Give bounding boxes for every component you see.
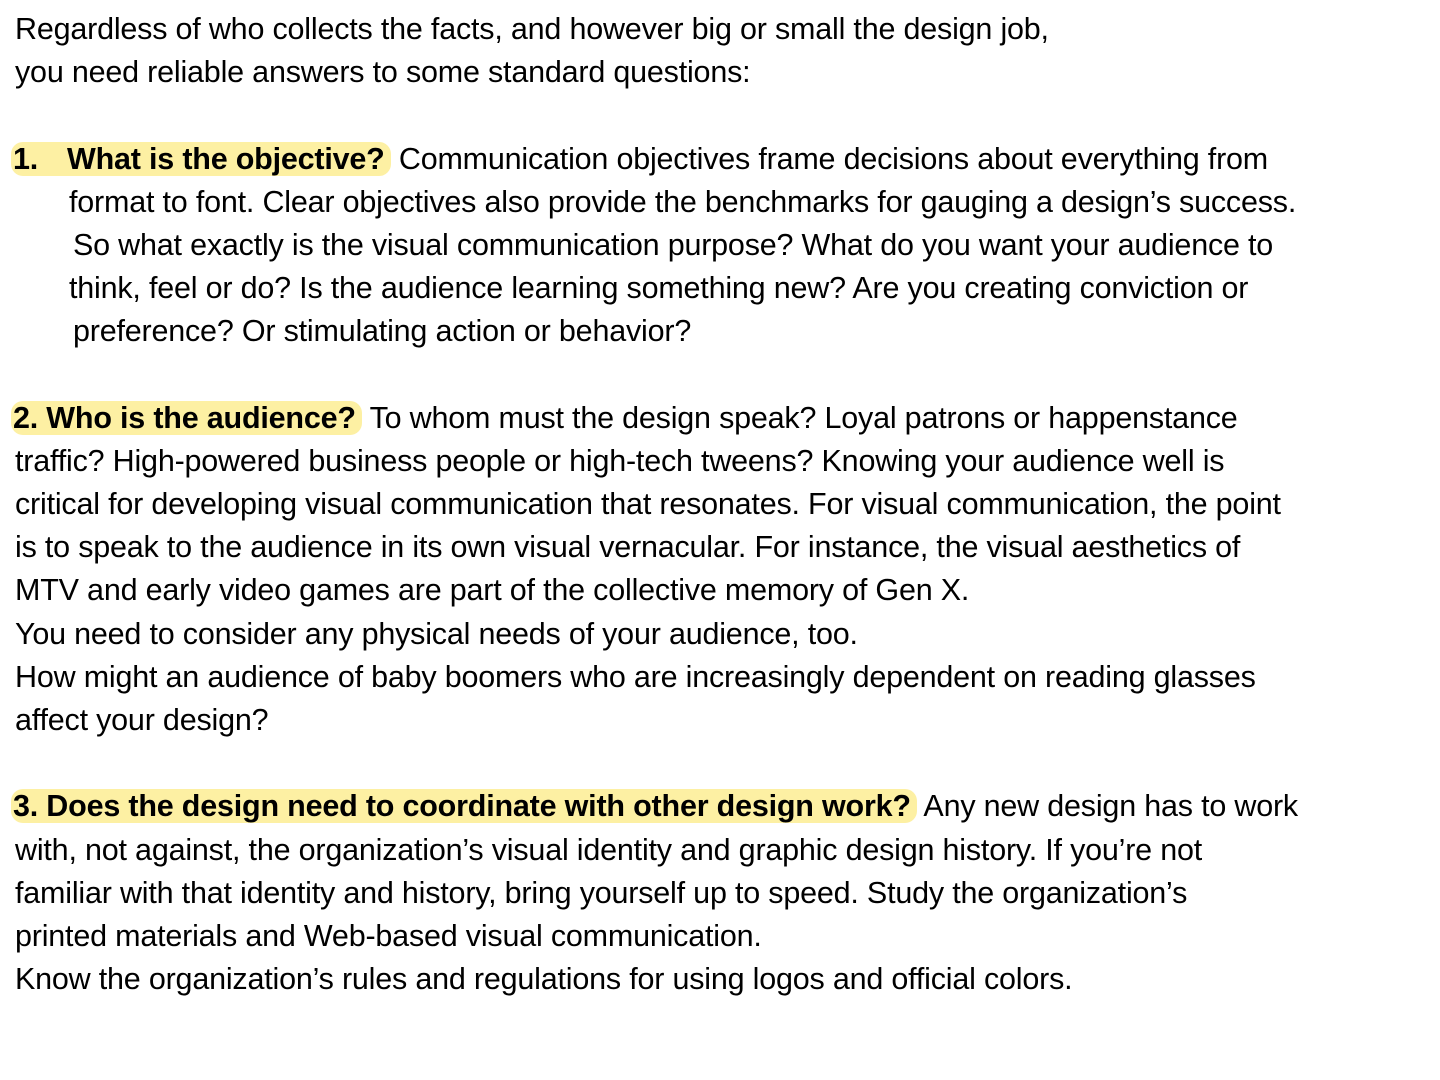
q1-text-line-5: preference? Or stimulating action or behavior? (73, 314, 692, 349)
intro-line-2: you need reliable answers to some standard questions: (15, 55, 751, 90)
q1-question: What is the objective? (67, 141, 385, 176)
spacer (15, 742, 1425, 785)
q1-highlight (11, 142, 391, 176)
q1-text-line-3: So what exactly is the visual communication purpose? What do you want your audience to (73, 227, 1274, 262)
q1-first-line (15, 138, 1425, 181)
q1-text-line-4: think, feel or do? Is the audience learning something new? Are you creating conviction or (69, 271, 1249, 306)
q1-number: 1. (13, 141, 39, 176)
q2-text-line-3: critical for developing visual communication that resonates. For visual communication, the point (15, 487, 1281, 522)
q2-text-line-1: To whom must the design speak? Loyal patrons or happenstance (369, 400, 1238, 435)
q2-question: 2. Who is the audience? (11, 401, 362, 435)
q3-text-line-1: Any new design has to work (923, 789, 1298, 824)
q3-text-line-5: Know the organization’s rules and regulations for using logos and official colors. (15, 962, 1073, 997)
intro-line-1: Regardless of who collects the facts, and however big or small the design job, (15, 12, 1049, 46)
q2-text-line-7: How might an audience of baby boomers who are increasingly dependent on reading glasses (15, 659, 1256, 694)
q3-question: 3. Does the design need to coordinate with other design work? (11, 789, 917, 823)
q3-text-line-4: printed materials and Web-based visual communication. (15, 918, 762, 953)
spacer (15, 354, 1425, 397)
q3-text-line-3: familiar with that identity and history, bring yourself up to speed. Study the organization’s (15, 875, 1188, 910)
q2-text-line-8: affect your design? (15, 703, 269, 737)
q2-first-line (15, 397, 1425, 440)
document-body (15, 8, 1425, 1001)
q2-text-line-6: You need to consider any physical needs of your audience, too. (15, 616, 858, 651)
q2-text-line-2: traffic? High-powered business people or high-tech tweens? Knowing your audience well is (15, 443, 1225, 478)
q1-text-line-1: Communication objectives frame decisions about everything from (398, 141, 1268, 176)
q3-text-line-2: with, not against, the organization’s visual identity and graphic design history. If you’re not (15, 832, 1203, 867)
q2-text-line-5: MTV and early video games are part of the collective memory of Gen X. (15, 573, 970, 608)
q1-text-line-2: format to font. Clear objectives also provide the benchmarks for gauging a design’s success. (69, 184, 1297, 219)
spacer (15, 94, 1425, 137)
q2-text-line-4: is to speak to the audience in its own visual vernacular. For instance, the visual aesthetics of (15, 530, 1241, 565)
q3-first-line (15, 785, 1425, 828)
